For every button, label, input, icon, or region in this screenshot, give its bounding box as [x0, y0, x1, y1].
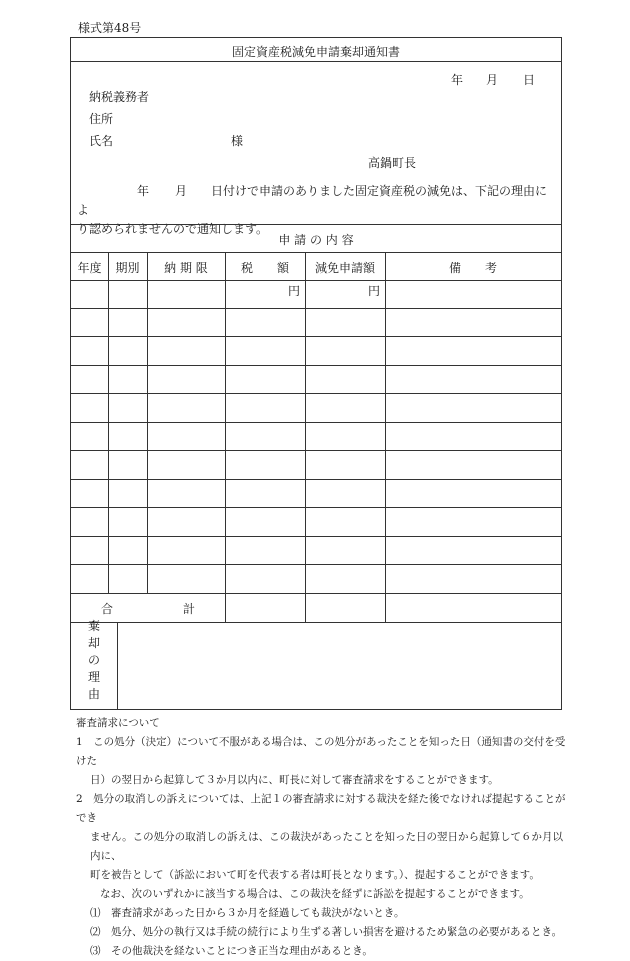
- form-title: 固定資産税減免申請棄却通知書: [231, 45, 400, 59]
- reason-divider: [117, 622, 118, 710]
- row-line: [71, 479, 561, 480]
- row-line: [71, 507, 561, 508]
- note-item-2-cont: ません。この処分の取消しの訴えは、この裁決があったことを知った日の翌日から起算して６か月以内に、: [90, 831, 564, 862]
- date-day: 日: [523, 73, 536, 87]
- row-line: [71, 336, 561, 337]
- row-line: [71, 365, 561, 366]
- row-line: [71, 564, 561, 565]
- row-line: [71, 593, 561, 594]
- notice-body: 年 月 日付けで申請のありました固定資産税の減免は、下記の理由によ り認められませんので通知します。: [77, 184, 548, 236]
- note-item-1-cont: 日）の翌日から起算して３か月以内に、町長に対して審査請求をすることができます。: [90, 774, 499, 786]
- col-header-tax: 税 額: [240, 261, 289, 275]
- section-title: 申 請 の 内 容: [278, 233, 354, 247]
- appeal-notes: [76, 714, 566, 961]
- divider: [71, 252, 561, 253]
- row-line: [71, 622, 561, 623]
- note-sub-3: ⑶ その他裁決を経ないことにつき正当な理由があるとき。: [90, 945, 373, 957]
- col-header-year: 年度: [77, 261, 102, 275]
- note-item-1: 1 この処分（決定）について不服がある場合は、この処分があったことを知った日（通知書の交付を受けた: [76, 736, 566, 767]
- note-sub-1: ⑴ 審査請求があった日から３か月を経過しても裁決がないとき。: [90, 907, 405, 919]
- issuer: 高鍋町長: [368, 156, 417, 170]
- date-month: 月: [486, 73, 499, 87]
- taxpayer-label: 納税義務者: [89, 90, 150, 104]
- name-label: 氏名: [89, 134, 114, 148]
- notice-form: [70, 37, 562, 710]
- divider: [71, 224, 561, 225]
- form-number: 様式第48号: [78, 21, 142, 35]
- row-line: [71, 422, 561, 423]
- col-header-remarks: 備 考: [448, 261, 497, 275]
- col-header-reduction: 減免申請額: [314, 261, 375, 275]
- note-item-2: 2 処分の取消しの訴えについては、上記１の審査請求に対する裁決を経た後でなければ提起することができ: [76, 793, 566, 824]
- reduction-unit: 円: [368, 284, 381, 298]
- address-label: 住所: [89, 112, 114, 126]
- note-sub-2: ⑵ 処分、処分の執行又は手続の続行により生ずる著しい損害を避けるため緊急の必要があるとき。: [90, 926, 563, 938]
- row-line: [71, 308, 561, 309]
- date-year: 年: [451, 73, 464, 87]
- row-line: [71, 393, 561, 394]
- col-header-term: 期別: [115, 261, 140, 275]
- row-line: [71, 450, 561, 451]
- row-line: [71, 536, 561, 537]
- tax-unit: 円: [288, 284, 301, 298]
- notes-heading: 審査請求について: [76, 717, 160, 729]
- col-header-due: 納 期 限: [164, 261, 208, 275]
- total-label-1: 合: [101, 602, 114, 616]
- row-line: [71, 280, 561, 281]
- note-item-2-cont: 町を被告として（訴訟において町を代表する者は町長となります。）、提起することができます。: [90, 869, 540, 881]
- note-item-2-cont: なお、次のいずれかに該当する場合は、この裁決を経ずに訴訟を提起することができます。: [100, 888, 530, 900]
- honorific: 様: [231, 134, 244, 148]
- reason-label: 棄 却 の 理 由: [87, 619, 100, 701]
- total-label-2: 計: [183, 602, 196, 616]
- divider: [71, 61, 561, 62]
